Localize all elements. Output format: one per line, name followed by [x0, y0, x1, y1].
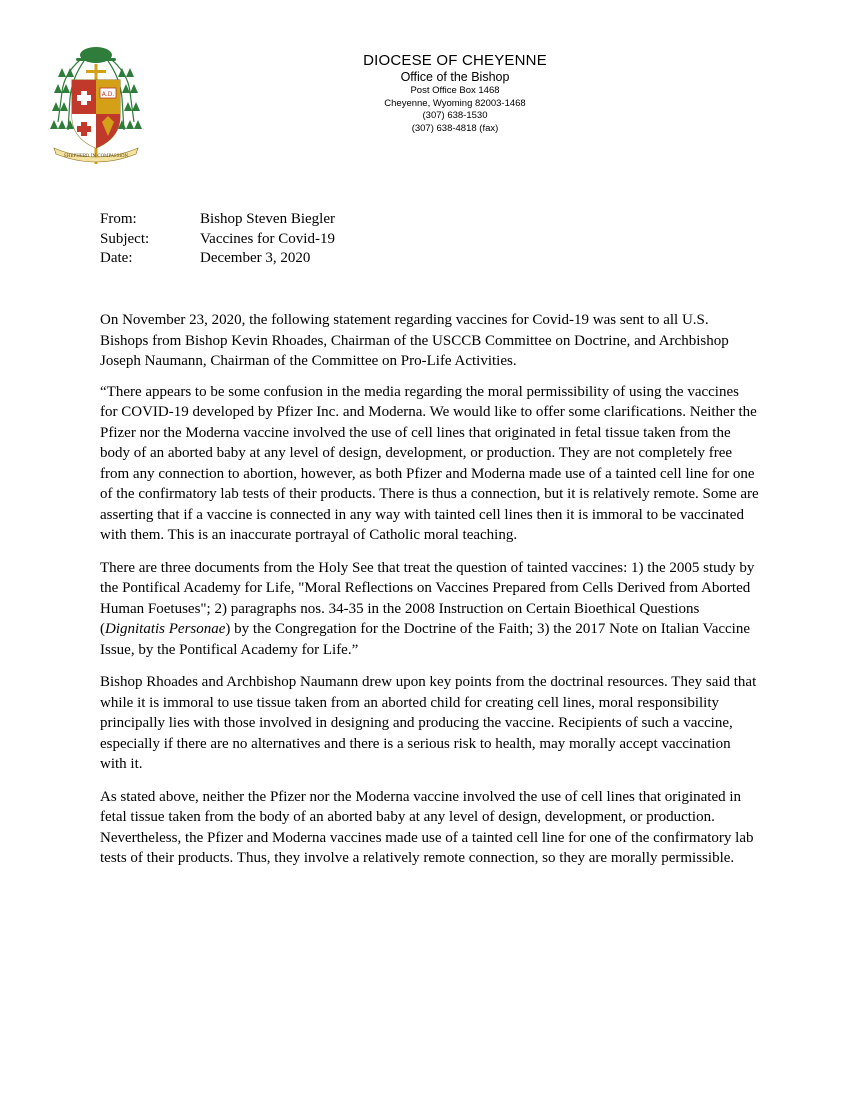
city-state: Cheyenne, Wyoming 82003-1468	[384, 97, 526, 109]
letterhead	[275, 52, 635, 135]
paragraph-4: Bishop Rhoades and Archbishop Naumann drew upon key points from the doctrinal resources. They said that while it is immoral to use tissue taken from an aborted child for creating cell lines, moral responsibility principally lies with those involved in designing and producing the vaccine. Recipients of such a vaccine, especially if there are no alternatives and there is a serious risk to health, may morally accept vaccination with it.	[100, 674, 757, 772]
diocese-name: DIOCESE OF CHEYENNE	[363, 52, 547, 69]
po-box: Post Office Box 1468	[410, 85, 500, 96]
crest-banner-text: SHEPHERD IN COMPASSION	[63, 153, 129, 158]
subject-value: Vaccines for Covid-19	[200, 230, 335, 247]
subject-label: Subject:	[100, 230, 150, 247]
coat-of-arms-logo	[50, 44, 142, 168]
crest-ad-text: A.D.	[101, 91, 115, 98]
paragraph-2: “There appears to be some confusion in the media regarding the moral permissibility of using the vaccines for COVID-19 developed by Pfizer Inc. and Moderna. We would like to offer some clarifications. Neither the Pfizer nor the Moderna vaccine involved the use of cell lines that originated in fetal tissue taken from the body of an aborted baby at any level of design, development, or production. They are not completely free from any connection to abortion, however, as both Pfizer and Moderna made use of a tainted cell line for one of the confirmatory lab tests of their products. There is thus a connection, but it is relatively remote. Some are asserting that if a vaccine is connected in any way with tainted cell lines then it is immoral to be vaccinated with them. This is an inaccurate portrayal of Catholic moral teaching.	[100, 383, 759, 543]
office-name: Office of the Bishop	[400, 70, 510, 84]
date-label: Date:	[100, 250, 133, 266]
from-value: Bishop Steven Biegler	[200, 211, 335, 227]
memo-date-row	[100, 249, 335, 269]
date-value: December 3, 2020	[200, 250, 311, 266]
memo-header	[100, 210, 335, 269]
from-label: From:	[100, 211, 137, 227]
paragraph-3-text-a: There are three documents from the Holy See that treat the question of tainted vaccines: 1) the 2005 study by the Pontifical Academy for Life, "Moral Reflections on Vaccines Prepared from Cells Derived from Aborted Human Foetuses"; 2) paragraphs nos. 34-35 in the 2008 Instruction on Certain Bioethical Questions (	[100, 559, 755, 637]
paragraph-3	[100, 558, 760, 661]
memo-subject-row	[100, 230, 335, 250]
paragraph-3-document-title: Dignitatis Personae	[105, 621, 226, 637]
paragraph-5: As stated above, neither the Pfizer nor the Moderna vaccine involved the use of cell lines that originated in fetal tissue taken from the body of an aborted baby at any level of design, development, or production. Nevertheless, the Pfizer and Moderna vaccines made use of a tainted cell line for one of the confirmatory lab tests of their products. Thus, they involve a relatively remote connection, so they are morally permissible.	[100, 788, 754, 866]
fax-number: (307) 638-4818 (fax)	[411, 122, 499, 134]
paragraph-1: On November 23, 2020, the following statement regarding vaccines for Covid-19 was sent to all U.S. Bishops from Bishop Kevin Rhoades, Chairman of the USCCB Committee on Doctrine, and Archbishop Joseph Naumann, Chairman of the Committee on Pro-Life Activities.	[100, 312, 729, 369]
phone-number: (307) 638-1530	[422, 110, 488, 121]
memo-from-row	[100, 210, 335, 230]
letter-body	[100, 310, 760, 881]
paragraph-3-text-b: ) by the Congregation for the Doctrine of the Faith; 3) the 2017 Note on Italian Vaccine Issue, by the Pontifical Academy for Life.”	[100, 621, 750, 658]
